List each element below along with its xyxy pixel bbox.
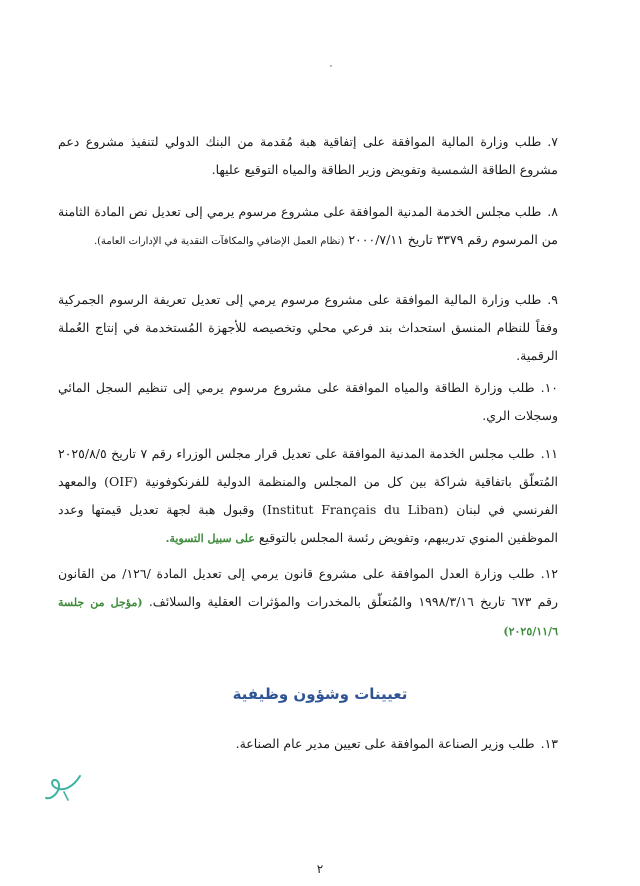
settlement-note: على سبيل التسوية.	[165, 532, 255, 545]
institut-name: (Institut Français du Liban)	[262, 502, 449, 517]
page-number: ٢	[316, 862, 324, 876]
item-number: ٨.	[547, 204, 558, 219]
item-number: ١١.	[540, 446, 558, 461]
agenda-item-8	[58, 198, 558, 256]
item-note: (نظام العمل الإضافي والمكافآت النقدية في الإدارات العامة).	[93, 236, 345, 247]
item-number: ١٢.	[540, 566, 558, 581]
item-text: طلب وزير الصناعة الموافقة على تعيين مدير عام الصناعة.	[235, 736, 535, 751]
item-number: ٧.	[547, 134, 558, 149]
item-text: طلب مجلس الخدمة المدنية الموافقة على تعديل قرار مجلس الوزراء رقم ٧ تاريخ ٢٠٢٥/٨/٥ المُتعلّق باتفاقية شراكة بين كل من المجلس والمنظمة الدولية للفرنكوفونية	[58, 446, 558, 489]
postponed-note: (مؤجل من جلسة ٢٠٢٥/١١/٦)	[58, 596, 558, 638]
agenda-item-9	[58, 286, 558, 370]
agenda-item-13	[58, 730, 558, 758]
item-text-b: والمعهد الفرنسي في لبنان	[58, 474, 558, 517]
item-text: طلب وزارة المالية الموافقة على إتفاقية هبة مُقدمة من البنك الدولي لتنفيذ مشروع دعم مشروع الطاقة الشمسية وتفويض وزير الطاقة والمياه التوقيع عليها.	[58, 134, 558, 177]
item-text: طلب مجلس الخدمة المدنية الموافقة على مشروع مرسوم يرمي إلى تعديل نص المادة الثامنة من المرسوم رقم ٣٣٧٩ تاريخ ٢٠٠٠/٧/١١	[58, 204, 558, 247]
section-heading: تعيينات وشؤون وظيفية	[232, 685, 408, 703]
item-text: طلب وزارة الطاقة والمياه الموافقة على مشروع مرسوم يرمي إلى تنظيم السجل المائي وسجلات الري.	[58, 380, 558, 423]
item-text-c: وقبول هبة لجهة تعديل قيمتها وعدد الموظفين المنوي تدريبهم، وتفويض رئسة المجلس بالتوقيع	[58, 502, 558, 545]
agenda-item-11	[58, 440, 558, 553]
item-text: طلب وزارة المالية الموافقة على مشروع مرسوم يرمي إلى تعديل تعريفة الرسوم الجمركية وفقاً للنظام المنسق استحداث بند فرعي محلي وتخصيصه للأجهزة المُستخدمة في إنتاج العُملة الرقمية.	[58, 292, 558, 363]
item-number: ١٠.	[540, 380, 558, 395]
item-text: طلب وزارة العدل الموافقة على مشروع قانون يرمي إلى تعديل المادة /١٢٦/ من القانون رقم ٦٧٣ تاريخ ١٩٩٨/٣/١٦ والمُتعلّق بالمخدرات والمؤثرات العقلية والسلائف.	[58, 566, 558, 609]
agenda-item-10	[58, 374, 558, 430]
agenda-item-7	[58, 128, 558, 184]
scan-dot	[330, 65, 332, 67]
oif-acronym: (OIF)	[104, 474, 138, 489]
signature-mark-icon	[40, 770, 90, 806]
item-number: ٩.	[547, 292, 558, 307]
agenda-item-12	[58, 560, 558, 646]
item-number: ١٣.	[540, 736, 558, 751]
